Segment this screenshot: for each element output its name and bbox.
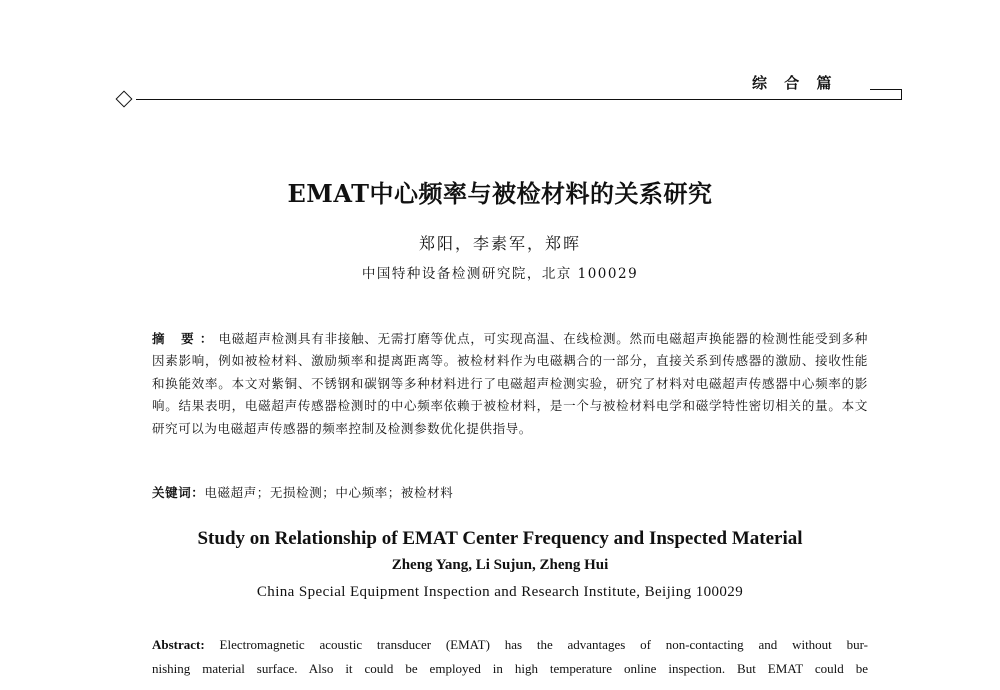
abstract-cn-text: 电磁超声检测具有非接触、无需打磨等优点，可实现高温、在线检测。然而电磁超声换能器的检测性能受到多种因素影响，例如被检材料、激励频率和提离距离等。被检材料作为电磁耦合的一部分，直接关系到传感器的激励、接收性能和换能效率。本文对紫铜、不锈钢和碳钢等多种材料进行了电磁超声检测实验，研究了材料对电磁超声传感器中心频率的影响。结果表明，电磁超声传感器检测时的中心频率依赖于被检材料，是一个与被检材料电学和磁学特性密切相关的量。本文研究可以为电磁超声传感器的频率控制及检测参数优化提供指导。 — [152, 331, 869, 436]
header-rule — [136, 99, 901, 100]
abstract-en — [152, 633, 868, 681]
abstract-cn — [152, 328, 868, 440]
diamond-ornament-icon — [116, 91, 133, 108]
abstract-en-label: Abstract: — [152, 637, 205, 652]
abstract-en-line-2: nishing material surface. Also it could be employed in high temperature online inspection. But EMAT could be — [152, 661, 868, 676]
affiliation-cn: 中国特种设备检测研究院，北京 100029 — [361, 266, 639, 282]
paper-title-cn: EMAT中心频率与被检材料的关系研究 — [287, 179, 713, 208]
section-label: 综 合 篇 — [752, 74, 838, 92]
authors-cn: 郑阳，李素军，郑晖 — [418, 234, 581, 253]
abstract-en-line-1-text: Electromagnetic acoustic transducer (EMAT) has the advantages of non-contacting and without bur- — [204, 637, 868, 652]
header-rule-end-tick — [870, 89, 902, 100]
keywords-cn — [152, 483, 868, 501]
keywords-cn-label: 关键词： — [152, 485, 205, 500]
affiliation-en: China Special Equipment Inspection and Research Institute, Beijing 100029 — [256, 584, 744, 600]
keywords-cn-text: 电磁超声；无损检测；中心频率；被检材料 — [204, 485, 454, 500]
authors-en: Zheng Yang, Li Sujun, Zheng Hui — [391, 557, 609, 573]
paper-title-en: Study on Relationship of EMAT Center Frequency and Inspected Material — [197, 528, 803, 549]
abstract-en-line-1 — [152, 633, 868, 657]
abstract-cn-label: 摘 要： — [152, 331, 219, 346]
